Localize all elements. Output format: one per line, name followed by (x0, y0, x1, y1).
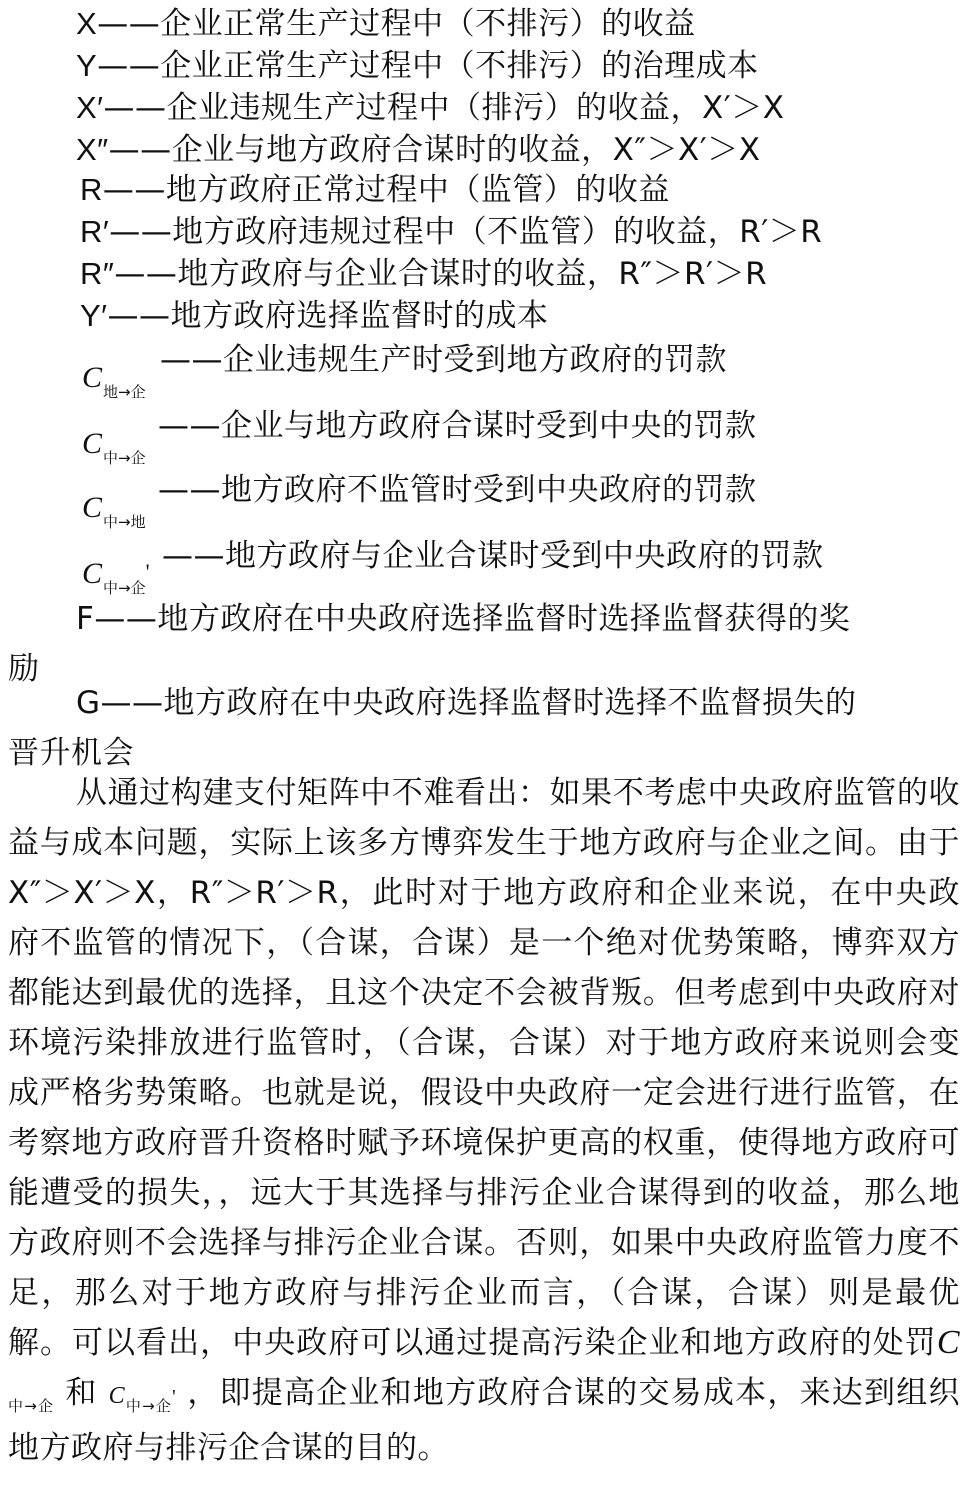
penalty-subscript: 中→企 (103, 579, 146, 597)
definition-text: ——地方政府违规过程中（不监管）的收益，R′＞R (109, 214, 823, 250)
definition-text: ——地方政府正常过程中（监管）的收益 (102, 172, 670, 208)
definition-r-double-prime (80, 256, 767, 292)
definition-g-line1: G——地方政府在中央政府选择监督时选择不监督损失的 (76, 685, 857, 721)
penalty-symbol-central-to-firm: $C_{中\to 企}$ (82, 427, 146, 467)
penalty-text-local-to-firm: ——企业违规生产时受到地方政府的罚款 (160, 342, 727, 378)
paragraph-text-part2: ，即提高企业和地方政府合谋的交易成本，来达到组织地方政府与排污企合谋的目的。 (8, 1375, 960, 1466)
definition-text: ——地方政府与企业合谋时的收益，R″＞R′＞R (114, 256, 768, 292)
paragraph-text-part1: 从通过构建支付矩阵中不难看出：如果不考虑中央政府监管的收益与成本问题，实际上该多方博弈发生于地方政府与企业之间。由于 X″＞X′＞X，R″＞R′＞R，此时对于地方政府和企业来说，在中央政府不监管的情况下，（合谋，合谋）是一个绝对优势策略，博弈双方都能达到最优的选择，且这个决定不会被背叛。但考虑到中央政府对环境污染排放进行监管时，（合谋，合谋）对于地方政府来说则会变成严格劣势策略。也就是说，假设中央政府一定会进行进行监管，在考察地方政府晋升资格时赋予环境保护更高的权重，使得地方政府可能遭受的损失，，远大于其选择与排污企业合谋得到的收益，那么地方政府则不会选择与排污企业合谋。否则，如果中央政府监管力度不足，那么对于地方政府与排污企业而言，（合谋，合谋）则是最优解。可以看出，中央政府可以通过提高污染企业和地方政府的处罚 (8, 775, 960, 1361)
definition-text: ——企业违规生产过程中（排污）的收益，X′＞X (103, 90, 785, 126)
definition-y-prime (80, 298, 549, 334)
definition-symbol: X″ (76, 132, 109, 167)
paragraph-and: 和 (54, 1375, 109, 1411)
definition-text: ——企业正常生产过程中（不排污）的收益 (97, 6, 696, 42)
inline-penalty-c2: $C_{中\to 企}'$ (108, 1383, 177, 1415)
definition-text: ——企业正常生产过程中（不排污）的治理成本 (97, 48, 759, 84)
penalty-symbol-central-to-local: $C_{中\to 地}$ (82, 491, 146, 531)
inline-penalty-c1-subscript: 中→企 (8, 1397, 55, 1415)
definition-symbol: R′ (80, 214, 110, 249)
definition-r (80, 172, 670, 208)
definition-symbol: X′ (76, 90, 104, 125)
definition-symbol: Y′ (80, 298, 108, 333)
definition-symbol: R (80, 172, 103, 207)
definition-symbol: Y (76, 48, 98, 83)
definition-text: ——企业与地方政府合谋时的收益，X″＞X′＞X (108, 132, 761, 168)
definition-text: ——地方政府选择监督时的成本 (107, 298, 549, 334)
penalty-prime-mark: ' (145, 559, 150, 584)
definition-y (76, 48, 759, 84)
definition-f-line1: F——地方政府在中央政府选择监督时选择监督获得的奖 (76, 601, 851, 637)
inline-penalty-c2-subscript: 中→企 (125, 1397, 173, 1415)
definition-symbol: R″ (80, 256, 115, 291)
penalty-symbol-central-to-firm-prime: $C_{中\to 企}'$ (82, 557, 150, 597)
definition-g (8, 678, 960, 778)
definition-r-prime (80, 214, 822, 250)
inline-penalty-c2-prime: ' (172, 1386, 177, 1408)
definition-x-prime (76, 90, 785, 126)
penalty-text-central-to-firm-prime: ——地方政府与企业合谋时受到中央政府的罚款 (162, 538, 824, 574)
inline-penalty-c1: $C_{中\to 企}$ (8, 1324, 960, 1415)
penalty-symbol-local-to-firm: $C_{地\to 企}$ (82, 361, 146, 401)
definition-x-double-prime (76, 132, 760, 168)
penalty-subscript: 中→企 (103, 449, 146, 467)
definition-f-line2: 励 (8, 651, 40, 687)
definition-g-line2: 晋升机会 (8, 735, 134, 771)
definition-symbol: X (76, 6, 98, 41)
penalty-text-central-to-firm: ——企业与地方政府合谋时受到中央的罚款 (158, 408, 757, 444)
penalty-subscript: 地→企 (103, 383, 146, 401)
penalty-text-central-to-local: ——地方政府不监管时受到中央政府的罚款 (158, 472, 757, 508)
definition-x (76, 6, 696, 42)
body-paragraph (8, 768, 960, 1473)
penalty-subscript: 中→地 (103, 513, 146, 531)
